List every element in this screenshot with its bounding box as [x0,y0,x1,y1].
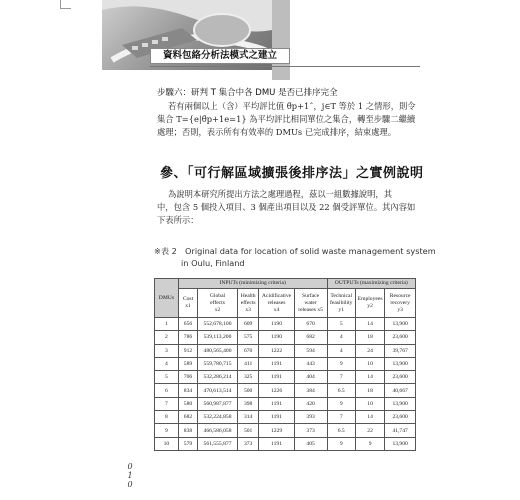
table-cell: 6.5 [327,384,355,397]
table-cell: 4 [327,344,355,357]
section-heading: 參、「可行解區域擴張後排序法」之實例說明 [160,166,424,181]
table-cell: 838 [178,424,197,437]
column-header: Employees y2 [355,289,384,318]
table-cell: 24 [355,344,384,357]
table-cell: 1191 [259,371,294,384]
header-rule [150,66,420,67]
table-cell: 8 [155,411,179,424]
column-header: Technical feasibility y1 [327,289,355,318]
paragraph-1-body: 集合 T={e|θ̄p+1e=1} 為平均評比相同單位之集合，轉至步驟二繼續處理；否則，表示所有有效率的 DMUs 已完成排序，結束處理。 [157,114,416,137]
paragraph-1-first-line: 若有兩個以上（含）平均評比值 θ̄p+1ˆ，j∈T 等於 1 之情形，則令 [168,101,416,111]
table-cell: 7 [155,397,179,410]
table-cell: 4 [155,357,179,370]
table-row [155,437,416,450]
table-cell: 6.5 [327,424,355,437]
table-cell: 706 [178,371,197,384]
table-caption: ※表 2 Original data for location of solid waste management system [154,246,436,256]
table-row [155,424,416,437]
header-inputs-group: INPUTs (minimizing criteria) [178,279,327,289]
table-cell: 1222 [259,344,294,357]
table-row [155,411,416,424]
table-row [155,318,416,331]
table-cell: 594 [294,344,327,357]
table-row [155,331,416,344]
table-cell: 14 [355,318,384,331]
table-cell: 480,565,400 [198,344,238,357]
table-cell: 40,667 [385,384,416,397]
table-caption-continued: in Oulu, Finland [181,258,245,268]
table-cell: 912 [178,344,197,357]
table-row [155,384,416,397]
table-row [155,397,416,410]
page-number [126,462,134,489]
table-cell: 609 [237,318,259,331]
crop-mark [60,0,71,9]
column-header: Acidificative releases x4 [259,289,294,318]
page-number-digit: 1 [127,471,133,480]
table-cell: 5 [327,318,355,331]
table-cell: 559,780,715 [198,357,238,370]
table-cell: 10 [355,397,384,410]
data-table [154,278,416,451]
table-cell: 500 [237,384,259,397]
table-cell: 13,900 [385,437,416,450]
table-cell: 9 [155,424,179,437]
table-cell: 405 [294,437,327,450]
table-cell: 10 [355,357,384,370]
table-cell: 580 [178,397,197,410]
table-cell: 420 [294,397,327,410]
table-cell: 682 [294,331,327,344]
column-header: Resource recovery y3 [385,289,416,318]
column-header: Health effects x3 [237,289,259,318]
table-row [155,344,416,357]
table-cell: 670 [294,318,327,331]
page-number-digit: 0 [127,462,133,471]
table-cell: 314 [237,411,259,424]
table-cell: 6 [155,384,179,397]
table-cell: 1 [155,318,179,331]
table-cell: 393 [294,411,327,424]
table-cell: 1191 [259,357,294,370]
table-cell: 1190 [259,318,294,331]
table-cell: 560,987,877 [198,397,238,410]
table-cell: 656 [178,318,197,331]
table-cell: 373 [237,437,259,450]
table-cell: 501 [237,424,259,437]
page-number-digit: 0 [127,480,133,489]
table-cell: 9 [327,397,355,410]
table-cell: 532,224,858 [198,411,238,424]
step-heading: 步驟六：研判 T 集合中各 DMU 是否已排序完全 [157,88,338,98]
table-row [155,357,416,370]
table-cell: 834 [178,384,197,397]
table-cell: 561,555,877 [198,437,238,450]
table-cell: 9 [327,437,355,450]
paragraph-2-first-line: 為說明本研究所提出方法之處理過程，茲以一組數據說明，其 [168,189,393,199]
table-cell: 579 [178,437,197,450]
header-dmus: DMUs [155,279,179,318]
table-cell: 41,747 [385,424,416,437]
table-cell: 670 [237,344,259,357]
table-cell: 589 [178,357,197,370]
table-cell: 39,767 [385,344,416,357]
table-cell: 3 [155,344,179,357]
table-cell: 373 [294,424,327,437]
table-cell: 13,900 [385,397,416,410]
table-cell: 552,678,100 [198,318,238,331]
table-cell: 575 [237,331,259,344]
table-cell: 682 [178,411,197,424]
table-cell: 1229 [259,424,294,437]
table-cell: 411 [237,357,259,370]
table-cell: 539,113,200 [198,331,238,344]
table-cell: 23,600 [385,411,416,424]
table-row [155,371,416,384]
table-cell: 4 [327,331,355,344]
table-cell: 7 [327,371,355,384]
table-cell: 1191 [259,397,294,410]
column-header: Cost x1 [178,289,197,318]
table-cell: 325 [237,371,259,384]
table-cell: 22 [355,424,384,437]
table-cell: 13,900 [385,318,416,331]
table-cell: 23,600 [385,371,416,384]
table-cell: 5 [155,371,179,384]
table-cell: 398 [237,397,259,410]
table-cell: 13,900 [385,357,416,370]
table-cell: 18 [355,384,384,397]
table-cell: 9 [327,357,355,370]
table-cell: 384 [294,384,327,397]
header-side-band [272,0,290,80]
table-cell: 2 [155,331,179,344]
header-outputs-group: OUTPUTs (maximizing criteria) [327,279,415,289]
table-cell: 1226 [259,384,294,397]
table-cell: 786 [178,331,197,344]
table-cell: 18 [355,331,384,344]
table-cell: 466,586,058 [198,424,238,437]
table-cell: 14 [355,371,384,384]
table-cell: 532,286,214 [198,371,238,384]
table-cell: 1190 [259,331,294,344]
table-cell: 7 [327,411,355,424]
table-cell: 404 [294,371,327,384]
table-cell: 14 [355,411,384,424]
table-cell: 470,613,514 [198,384,238,397]
table-cell: 10 [155,437,179,450]
chapter-title: 資料包絡分析法模式之建立 [150,48,290,64]
table-cell: 1191 [259,411,294,424]
column-header: Surface water releases x5 [294,289,327,318]
table-cell: 443 [294,357,327,370]
paragraph-2-body: 中，包含 5 個投入項目、3 個產出項目以及 22 個受評單位。其內容如下表所示： [157,202,416,225]
table-cell: 23,600 [385,331,416,344]
table-cell: 1191 [259,437,294,450]
column-header: Global effects x2 [198,289,238,318]
table-cell: 9 [355,437,384,450]
